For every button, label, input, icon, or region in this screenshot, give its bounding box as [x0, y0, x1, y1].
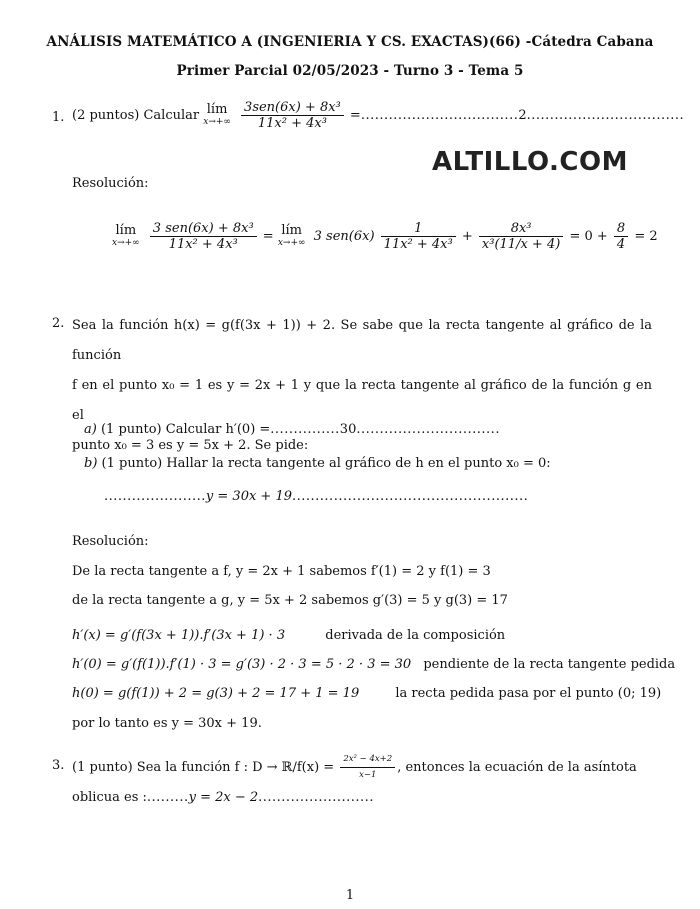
question-1: 1. (2 puntos) Calcular lím x→+∞ $\frac{\text{3sen(6x) + 8x³}}{\text{11x² + 4x³}}$ =..................................2.................................. — [52, 100, 685, 131]
answer-value: y = 2x − 2 — [188, 790, 259, 805]
resolution-line-1: De la recta tangente a f, y = 2x + 1 sabemos f′(1) = 2 y f(1) = 3 — [72, 564, 491, 579]
exam-subtitle: Primer Parcial 02/05/2023 - Turno 3 - Tema 5 — [176, 63, 524, 79]
resolution-line-4: h′(0) = g′(f(1)).f′(1) · 3 = g′(3) · 2 · 3 = 5 · 2 · 3 = 30 pendiente de la recta tangente pedida — [72, 657, 676, 672]
watermark: ALTILLO.COM — [432, 147, 628, 177]
function-fraction: $\frac{\text{2x² − 4x+2}}{x-1}$ — [340, 752, 395, 783]
resolution-line-5: h(0) = g(f(1)) + 2 = g(3) + 2 = 17 + 1 = 19 la recta pedida pasa por el punto (0; 19) — [72, 686, 662, 701]
question-2-line-3: punto x₀ = 3 es y = 5x + 2. Se pide: — [72, 438, 309, 453]
question-number: 3. — [52, 758, 65, 773]
question-number: 2. — [52, 316, 65, 331]
limit-fraction: $\frac{\text{3sen(6x) + 8x³}}{\text{11x² + 4x³}}$ — [241, 100, 344, 131]
resolution-1-equation: lím x→+∞ $\frac{\text{3 sen(6x) + 8x³}}{\text{11x² + 4x³}}$ = lím x→+∞ 3 sen(6x) $\frac{1}{\text{11x² + 4x³}}$ + $\frac{\text{8x³}}{\text{x³(11/x + 4)}}$ = 0 + $\frac{8}{4}$ = 2 — [112, 221, 658, 252]
question-2b-answer-line: ......................y = 30x + 19................................................... — [104, 489, 529, 504]
limit-operator: lím x→+∞ — [203, 101, 231, 127]
answer-value: 30 — [339, 422, 357, 437]
question-2-line-2: f en el punto x₀ = 1 es y = 2x + 1 y que la recta tangente al gráfico de la función g en el — [72, 378, 652, 423]
resolution-line-2: de la recta tangente a g, y = 5x + 2 sabemos g′(3) = 5 y g(3) = 17 — [72, 593, 508, 608]
answer-value: y = 30x + 19 — [205, 489, 292, 504]
question-number: 1. — [52, 110, 65, 125]
page-number: 1 — [345, 888, 355, 903]
question-2-line-1: Sea la función h(x) = g(f(3x + 1)) + 2. Se sabe que la recta tangente al gráfico de la función — [72, 318, 652, 363]
resolution-label: Resolución: — [72, 534, 149, 549]
exam-title: ANÁLISIS MATEMÁTICO A (INGENIERIA Y CS. EXACTAS)(66) -Cátedra Cabana — [46, 34, 654, 50]
question-2b: b) (1 punto) Hallar la recta tangente al gráfico de h en el punto x₀ = 0: — [84, 456, 551, 471]
resolution-line-6: por lo tanto es y = 30x + 19. — [72, 716, 262, 731]
resolution-label: Resolución: — [72, 176, 149, 191]
resolution-line-3: h′(x) = g′(f(3x + 1)).f′(3x + 1) · 3 derivada de la composición — [72, 628, 506, 643]
question-1-points: (2 puntos) Calcular — [72, 108, 200, 123]
question-2a: a) (1 punto) Calcular h′(0) =...............30............................... — [84, 422, 500, 437]
answer-value: 2 — [518, 108, 527, 123]
